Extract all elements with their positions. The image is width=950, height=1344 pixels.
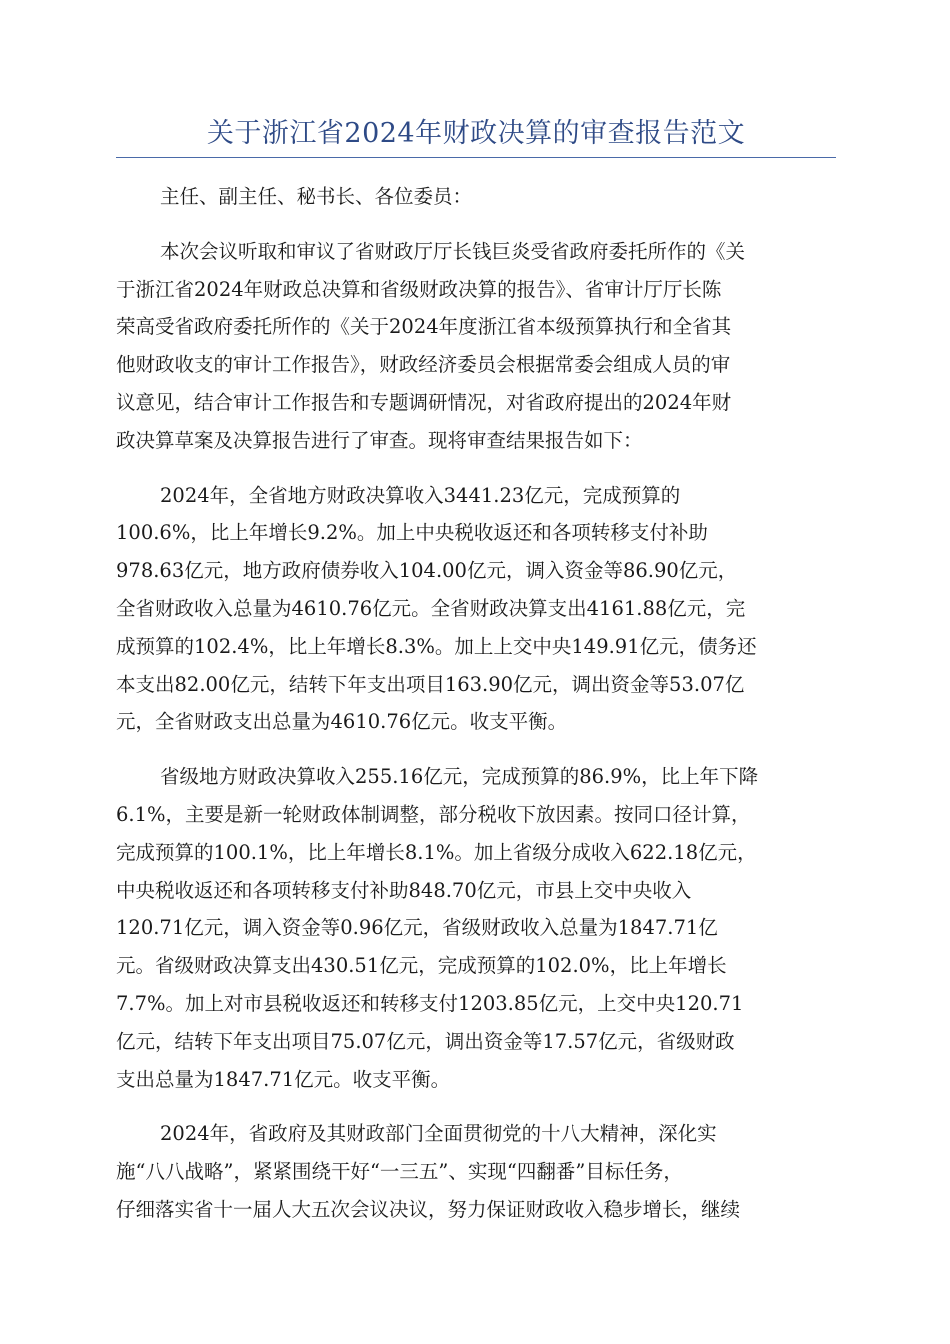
- paragraph-line: 本次会议听取和审议了省财政厅厅长钱巨炎受省政府委托所作的《关: [160, 239, 746, 263]
- paragraph-line: 施“八八战略”，紧紧围绕干好“一三五”、实现“四翻番”目标任务，: [116, 1160, 683, 1184]
- paragraph-line: 2024年，全省地方财政决算收入3441.23亿元，完成预算的: [160, 483, 681, 507]
- paragraph-line: 他财政收支的审计工作报告》，财政经济委员会根据常委会组成人员的审: [116, 353, 731, 377]
- document-page: [116, 112, 836, 1229]
- paragraph-line: 政决算草案及决算报告进行了审查。现将审查结果报告如下：: [116, 428, 643, 452]
- document-title: 关于浙江省2024年财政决算的审查报告范文: [206, 118, 746, 149]
- paragraph-line: 仔细落实省十一届人大五次会议决议，努力保证财政收入稳步增长，继续: [116, 1197, 741, 1221]
- paragraph-line: 本支出82.00亿元，结转下年支出项目163.90亿元，调出资金等53.07亿: [116, 672, 745, 696]
- paragraph-2: [116, 477, 836, 742]
- paragraph-line: 2024年，省政府及其财政部门全面贯彻党的十八大精神，深化实: [160, 1122, 717, 1146]
- paragraph-line: 全省财政收入总量为4610.76亿元。全省财政决算支出4161.88亿元，完: [116, 596, 746, 620]
- paragraph-line: 中央税收返还和各项转移支付补助848.70亿元，市县上交中央收入: [116, 878, 692, 902]
- paragraph-line: 120.71亿元，调入资金等0.96亿元，省级财政收入总量为1847.71亿: [116, 916, 718, 940]
- title-underline: [116, 157, 836, 158]
- paragraph-line: 978.63亿元，地方政府债券收入104.00亿元，调入资金等86.90亿元，: [116, 559, 738, 583]
- paragraph-line: 省级地方财政决算收入255.16亿元，完成预算的86.9%，比上年下降: [160, 765, 759, 789]
- paragraph-line: 支出总量为1847.71亿元。收支平衡。: [116, 1067, 451, 1091]
- paragraph-1: [116, 233, 836, 460]
- paragraph-4: [116, 1115, 836, 1228]
- paragraph-line: 荣高受省政府委托所作的《关于2024年度浙江省本级预算执行和全省其: [116, 315, 732, 339]
- paragraph-line: 6.1%，主要是新一轮财政体制调整，部分税收下放因素。按同口径计算，: [116, 802, 751, 826]
- paragraph-3: [116, 758, 836, 1098]
- salutation: [116, 178, 836, 216]
- paragraph-line: 完成预算的100.1%，比上年增长8.1%。加上省级分成收入622.18亿元，: [116, 840, 757, 864]
- paragraph-line: 元，全省财政支出总量为4610.76亿元。收支平衡。: [116, 710, 568, 734]
- paragraph-line: 亿元，结转下年支出项目75.07亿元，调出资金等17.57亿元，省级财政: [116, 1029, 735, 1053]
- paragraph-line: 议意见，结合审计工作报告和专题调研情况，对省政府提出的2024年财: [116, 390, 732, 414]
- paragraph-line: 元。省级财政决算支出430.51亿元，完成预算的102.0%，比上年增长: [116, 954, 727, 978]
- paragraph-line: 100.6%，比上年增长9.2%。加上中央税收返还和各项转移支付补助: [116, 521, 708, 545]
- salutation-text: 主任、副主任、秘书长、各位委员：: [160, 185, 473, 208]
- paragraph-line: 于浙江省2024年财政总决算和省级财政决算的报告》、省审计厅厅长陈: [116, 277, 722, 301]
- paragraph-line: 7.7%。加上对市县税收返还和转移支付1203.85亿元，上交中央120.71: [116, 991, 744, 1015]
- paragraph-line: 成预算的102.4%，比上年增长8.3%。加上上交中央149.91亿元，债务还: [116, 634, 757, 658]
